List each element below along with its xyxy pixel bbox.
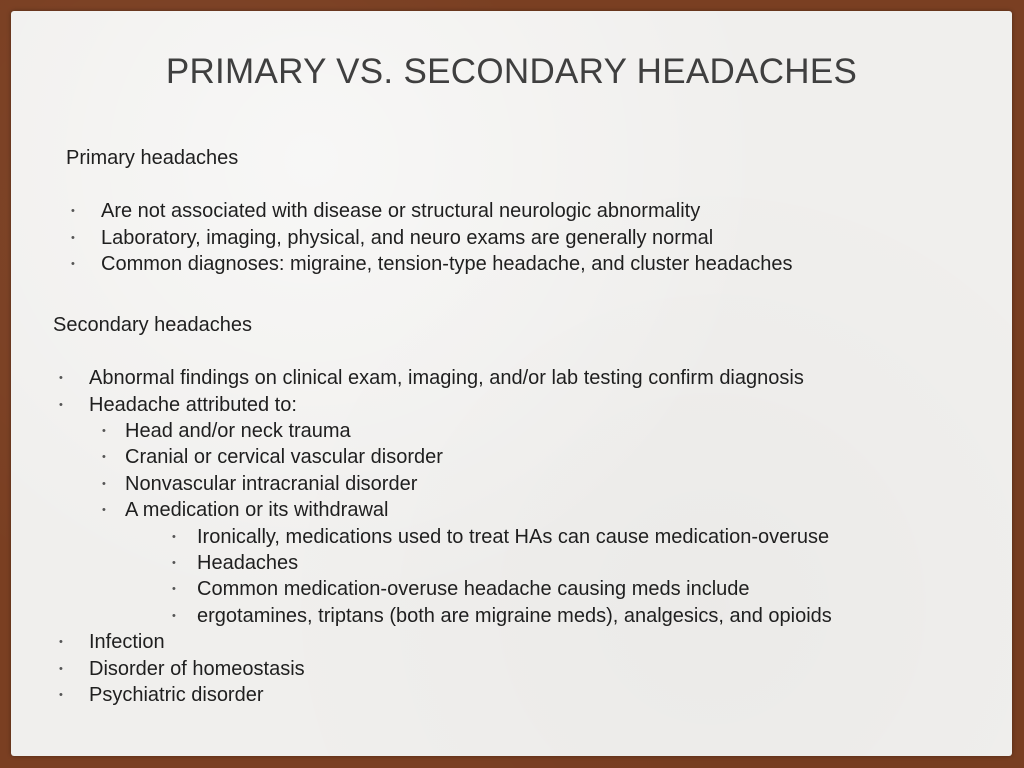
bullet-icon: •	[102, 478, 106, 490]
slide-title: PRIMARY VS. SECONDARY HEADACHES	[165, 52, 858, 91]
list-item: Are not associated with disease or structural neurologic abnormality	[101, 200, 701, 222]
sub-sub-list-item: Common medication-overuse headache causing meds include	[197, 578, 750, 600]
sub-sub-list-item: Ironically, medications used to treat HAs can cause medication-overuse	[197, 526, 830, 548]
list-item: Abnormal findings on clinical exam, imaging, and/or lab testing confirm diagnosis	[89, 367, 804, 389]
secondary-headaches-heading: Secondary headaches	[53, 314, 253, 336]
bullet-icon: •	[172, 531, 176, 543]
sub-list-item: Cranial or cervical vascular disorder	[125, 446, 443, 468]
list-item: Headache attributed to:	[89, 394, 297, 416]
bullet-icon: •	[59, 636, 63, 648]
sub-list-item: Head and/or neck trauma	[125, 420, 351, 442]
bullet-icon: •	[71, 205, 75, 217]
bullet-icon: •	[172, 610, 176, 622]
sub-list-item: A medication or its withdrawal	[125, 499, 389, 521]
bullet-icon: •	[59, 399, 63, 411]
bullet-icon: •	[172, 583, 176, 595]
list-item: Common diagnoses: migraine, tension-type headache, and cluster headaches	[101, 253, 793, 275]
list-item: Disorder of homeostasis	[89, 658, 305, 680]
slide	[11, 11, 1012, 756]
list-item: Psychiatric disorder	[89, 684, 264, 706]
bullet-icon: •	[59, 689, 63, 701]
bullet-icon: •	[102, 504, 106, 516]
list-item: Laboratory, imaging, physical, and neuro exams are generally normal	[101, 227, 714, 249]
bullet-icon: •	[59, 663, 63, 675]
primary-headaches-heading: Primary headaches	[66, 147, 239, 169]
sub-list-item: Nonvascular intracranial disorder	[125, 473, 418, 495]
bullet-icon: •	[102, 451, 106, 463]
bullet-icon: •	[71, 258, 75, 270]
bullet-icon: •	[71, 232, 75, 244]
sub-sub-list-item: Headaches	[197, 552, 299, 574]
bullet-icon: •	[172, 557, 176, 569]
sub-sub-list-item: ergotamines, triptans (both are migraine meds), analgesics, and opioids	[197, 605, 832, 627]
bullet-icon: •	[102, 425, 106, 437]
bullet-icon: •	[59, 372, 63, 384]
list-item: Infection	[89, 631, 165, 653]
